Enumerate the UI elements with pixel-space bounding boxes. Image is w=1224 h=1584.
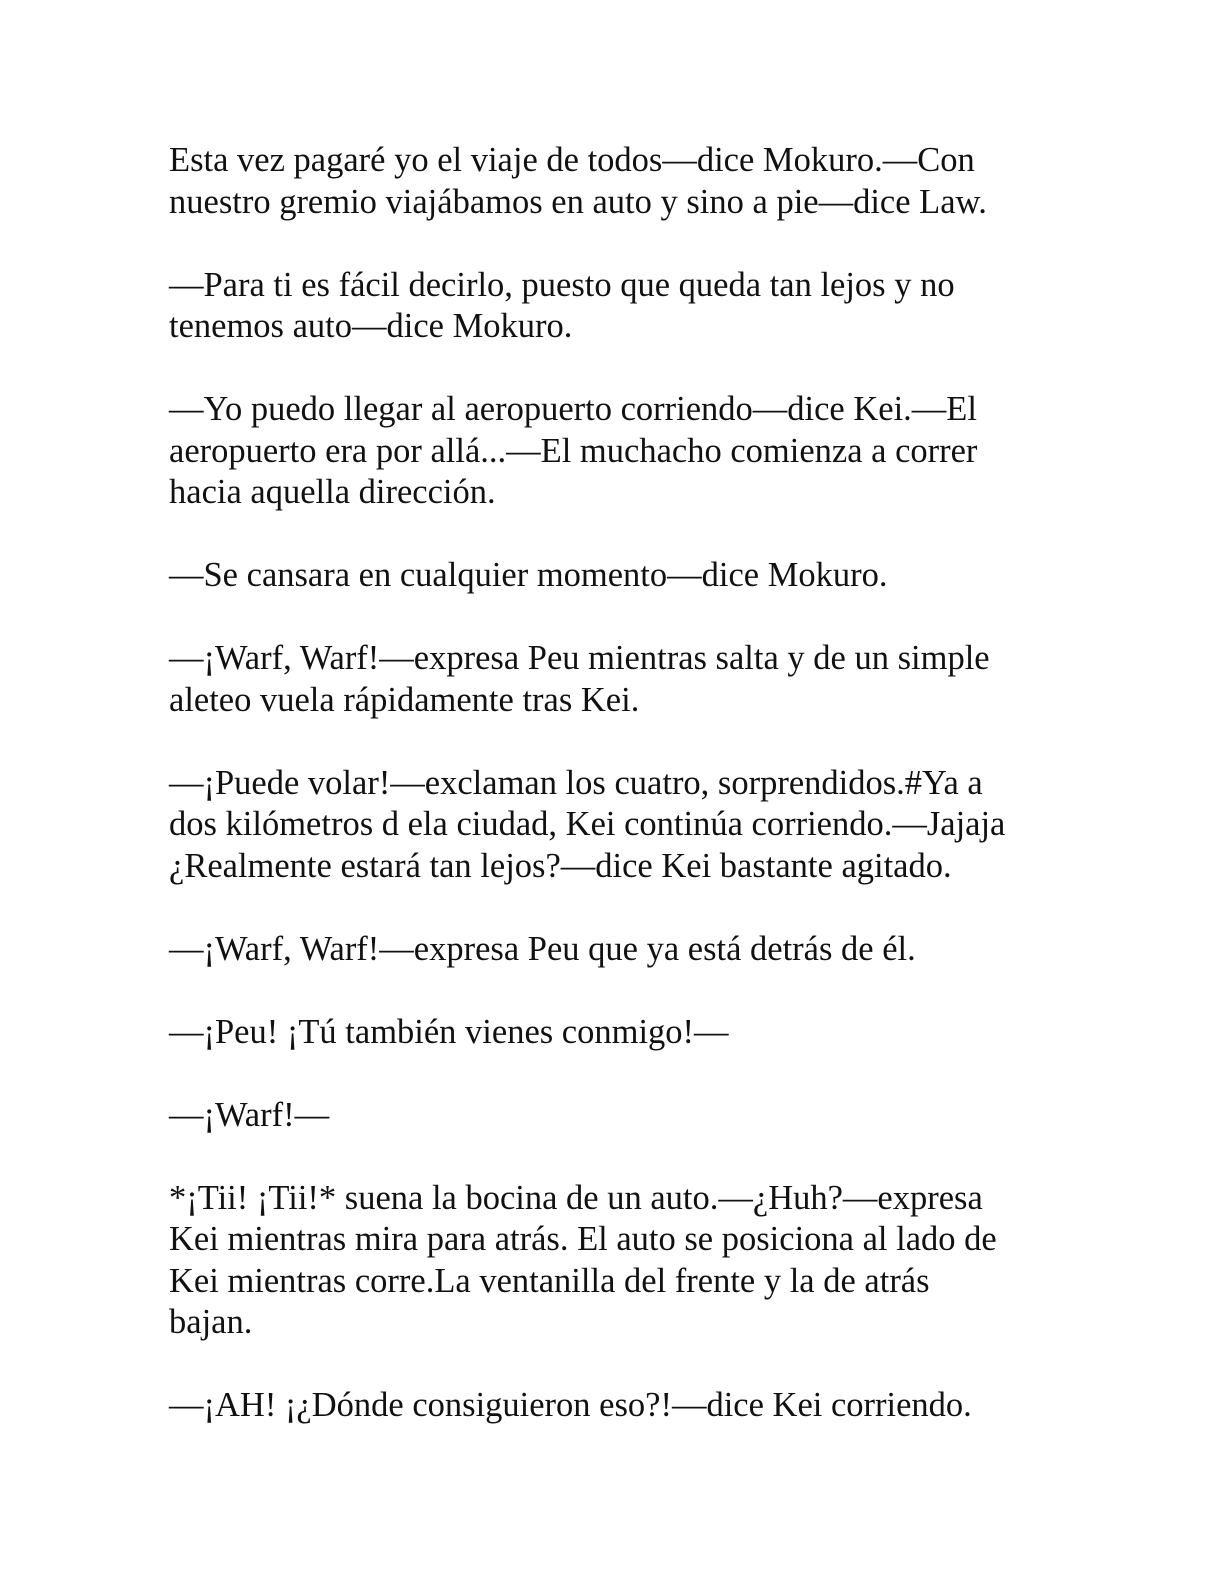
paragraph: —¡AH! ¡¿Dónde consiguieron eso?!—dice Kei corriendo. [169,1386,972,1424]
paragraph: —¡Warf!— [169,1095,330,1134]
paragraph: —Para ti es fácil decirlo, puesto que queda tan lejos y no tenemos auto—dice Mokuro. [169,265,955,345]
paragraph: *¡Tii! ¡Tii!* suena la bocina de un auto.—¿Huh?—expresa Kei mientras mira para atrás. El auto se posiciona al lado de Kei mientras corre.La ventanilla del frente y la de atrás bajan. [169,1178,997,1341]
paragraph: —¡Warf, Warf!—expresa Peu mientras salta y de un simple aleteo vuela rápidamente tras Kei. [169,639,990,719]
paragraph: —¡Puede volar!—exclaman los cuatro, sorprendidos.#Ya a dos kilómetros d ela ciudad, Kei continúa corriendo.—Jajaja ¿Realmente estará tan lejos?—dice Kei bastante agitado. [169,763,1006,885]
paragraph: Esta vez pagaré yo el viaje de todos—dice Mokuro.—Con nuestro gremio viajábamos en auto y sino a pie—dice Law. [169,141,987,221]
paragraph: —¡Peu! ¡Tú también vienes conmigo!— [169,1012,729,1051]
paragraph: —Yo puedo llegar al aeropuerto corriendo—dice Kei.—El aeropuerto era por allá...—El muchacho comienza a correr hacia aquella dirección. [169,390,978,511]
paragraph: —Se cansara en cualquier momento—dice Mokuro. [169,556,888,594]
document-body [169,140,1069,1468]
paragraph: —¡Warf, Warf!—expresa Peu que ya está detrás de él. [169,929,916,968]
